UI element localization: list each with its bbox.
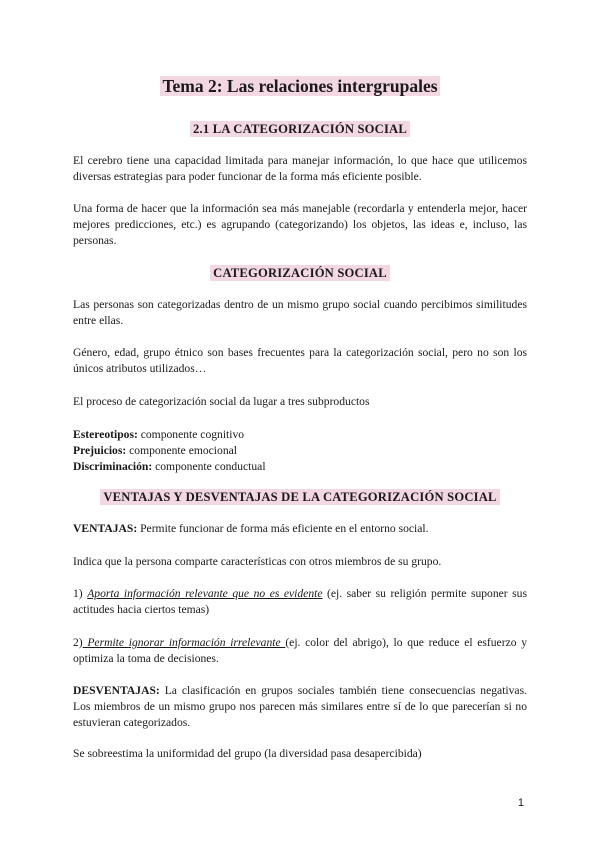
section-heading-categorizacion xyxy=(0,120,600,138)
ventajas-text: Permite funcionar de forma más eficiente en el entorno social. xyxy=(137,522,429,535)
section-heading-text: 2.1 LA CATEGORIZACIÓN SOCIAL xyxy=(190,121,410,137)
paragraph: Las personas son categorizadas dentro de un mismo grupo social cuando percibimos similitudes entre ellas. xyxy=(73,298,527,328)
term-description: componente emocional xyxy=(126,444,237,458)
paragraph-ventajas xyxy=(73,521,527,537)
paragraph-desventajas xyxy=(73,683,527,732)
term-label: Discriminación: xyxy=(73,460,153,474)
paragraph: El proceso de categorización social da lugar a tres subproductos xyxy=(73,395,370,408)
ventajas-label: VENTAJAS: xyxy=(73,522,138,535)
point-1 xyxy=(73,586,527,618)
paragraph: Indica que la persona comparte características con otros miembros de su grupo. xyxy=(73,555,442,568)
point-number: 1) xyxy=(73,587,88,600)
desventajas-text: La clasificación en grupos sociales también tiene consecuencias negativas. Los miembros de un mismo grupo nos parecen más similares entre sí de lo que parecerían si no estuvieran categorizados. xyxy=(73,684,527,730)
list-item xyxy=(73,427,527,443)
list-item xyxy=(73,459,527,475)
paragraph: El cerebro tiene una capacidad limitada para manejar información, lo que hace que utilicemos diversas estrategias para poder funcionar de la forma más eficiente posible. xyxy=(73,154,527,184)
point-number: 2) xyxy=(73,636,83,649)
section-heading-ventajas-desventajas xyxy=(0,488,600,506)
paragraph: Se sobreestima la uniformidad del grupo (la diversidad pasa desapercibida) xyxy=(73,747,422,760)
list-item xyxy=(73,443,527,459)
paragraph: Género, edad, grupo étnico son bases frecuentes para la categorización social, pero no son los únicos atributos utilizados… xyxy=(73,346,527,376)
desventajas-label: DESVENTAJAS: xyxy=(73,684,160,697)
point-emphasis: Permite ignorar información irrelevante xyxy=(82,636,286,649)
term-description: componente conductual xyxy=(152,460,266,474)
term-description: componente cognitivo xyxy=(137,428,245,441)
point-emphasis: Aporta información relevante que no es evidente xyxy=(87,587,323,600)
point-text: (ej. color del abrigo), lo que reduce el esfuerzo y optimiza la toma de decisiones. xyxy=(73,636,527,666)
paragraph: Una forma de hacer que la información sea más manejable (recordarla y entenderla mejor, hacer mejores predicciones, etc.) es agrupando (categorizando) los objetos, las ideas e, incluso, las personas. xyxy=(73,202,527,248)
point-text: (ej. saber su religión permite suponer sus actitudes hacia ciertos temas) xyxy=(73,587,527,617)
term-label: Prejuicios: xyxy=(73,444,127,458)
point-2 xyxy=(73,635,527,667)
term-label: Estereotipos: xyxy=(73,428,138,441)
document-title xyxy=(0,74,600,98)
document-title-text: Tema 2: Las relaciones intergrupales xyxy=(162,76,438,96)
section-heading-text: CATEGORIZACIÓN SOCIAL xyxy=(210,265,390,281)
section-heading-categorizacion-social xyxy=(0,264,600,282)
subproducts-list xyxy=(73,427,527,476)
page-number: 1 xyxy=(517,797,524,809)
section-heading-text: VENTAJAS Y DESVENTAJAS DE LA CATEGORIZACIÓN SOCIAL xyxy=(100,489,499,505)
